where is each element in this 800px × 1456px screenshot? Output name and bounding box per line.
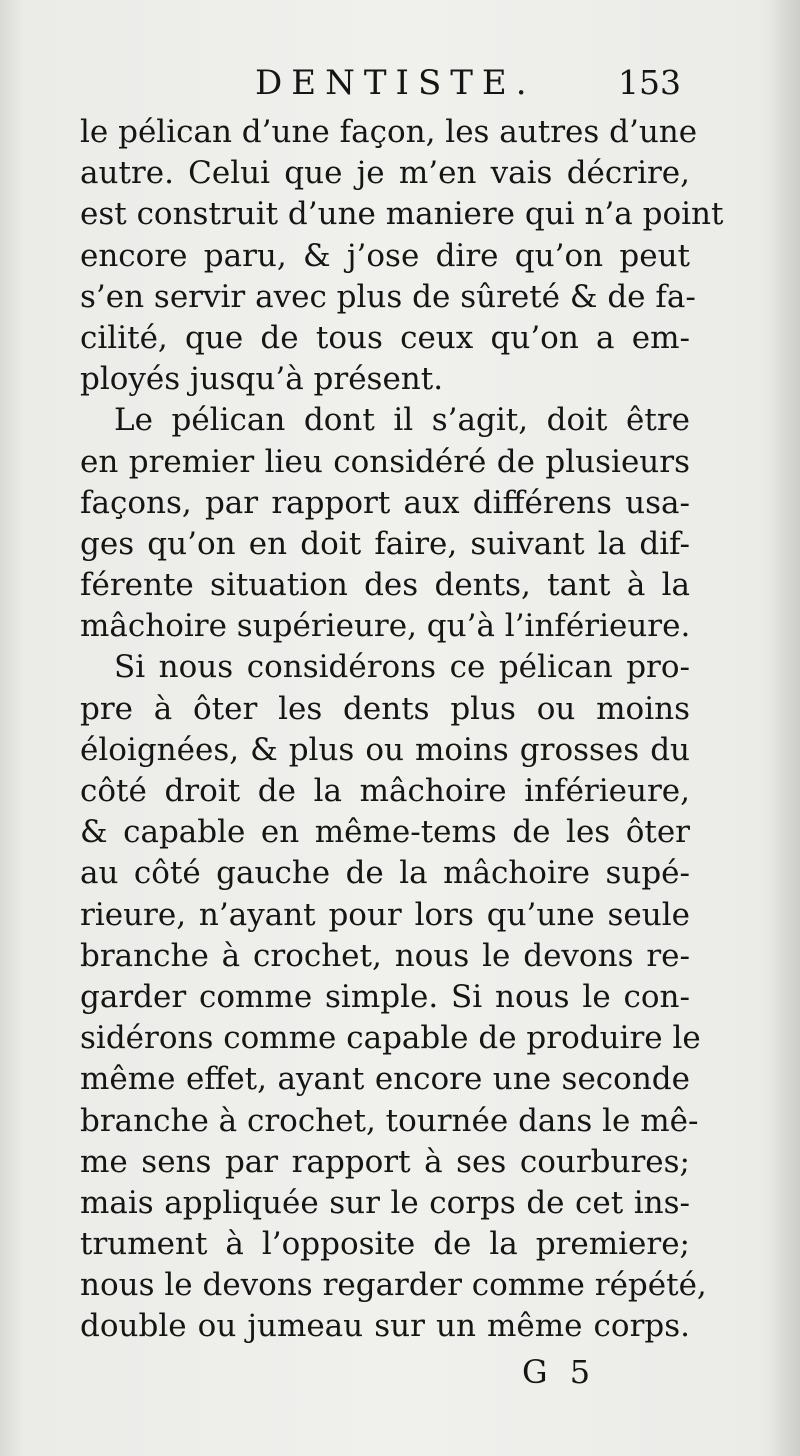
text-line: encore paru, & j’ose dire qu’on peut	[80, 237, 690, 274]
text-line: branche à crochet, tournée dans le mê-	[80, 1102, 699, 1139]
text-line: branche à crochet, nous le devons re-	[80, 937, 690, 974]
text-line: le pélican d’une façon, les autres d’une	[80, 114, 698, 150]
text-line: double ou jumeau sur un même corps.	[80, 1308, 690, 1345]
text-line: rieure, n’ayant pour lors qu’une seule	[80, 896, 690, 933]
text-line: mais appliquée sur le corps de cet ins-	[80, 1184, 690, 1221]
text-line: est construit d’une maniere qui n’a point	[80, 196, 724, 233]
text-line: pre à ôter les dents plus ou moins	[80, 690, 690, 727]
page-number: 153	[618, 63, 681, 102]
text-line: & capable en même-tems de les ôter	[80, 814, 690, 851]
signature-mark: G 5	[522, 1353, 597, 1391]
running-title: DENTISTE.	[255, 63, 536, 103]
text-line: Si nous considérons ce pélican pro-	[114, 649, 690, 686]
text-line: garder comme simple. Si nous le con-	[80, 978, 690, 1015]
text-line: Le pélican dont il s’agit, doit être	[114, 402, 690, 439]
text-line: en premier lieu considéré de plusieurs	[80, 443, 690, 480]
text-line: au côté gauche de la mâchoire supé-	[80, 855, 690, 892]
text-line: ges qu’on en doit faire, suivant la dif-	[80, 525, 690, 562]
text-line: côté droit de la mâchoire inférieure,	[80, 773, 690, 809]
page-edge-shadow	[770, 0, 800, 1456]
text-line: mâchoire supérieure, qu’à l’inférieure.	[80, 608, 691, 645]
text-line: ployés jusqu’à présent.	[80, 361, 444, 398]
text-line: nous le devons regarder comme répété,	[80, 1267, 707, 1304]
page-header	[0, 58, 800, 108]
text-line: cilité, que de tous ceux qu’on a em-	[80, 319, 690, 356]
text-line: façons, par rapport aux différens usa-	[80, 484, 690, 521]
text-line: autre. Celui que je m’en vais décrire,	[80, 155, 690, 192]
body-text	[80, 112, 724, 1348]
text-line: s’en servir avec plus de sûreté & de fa-	[80, 278, 696, 315]
text-line: férente situation des dents, tant à la	[80, 567, 690, 604]
text-line: me sens par rapport à ses courbures;	[80, 1143, 690, 1180]
text-line: même effet, ayant encore une seconde	[80, 1061, 690, 1098]
text-line: trument à l’opposite de la premiere;	[80, 1226, 690, 1263]
text-line: éloignées, & plus ou moins grosses du	[80, 731, 690, 768]
text-line: sidérons comme capable de produire le	[80, 1020, 701, 1057]
